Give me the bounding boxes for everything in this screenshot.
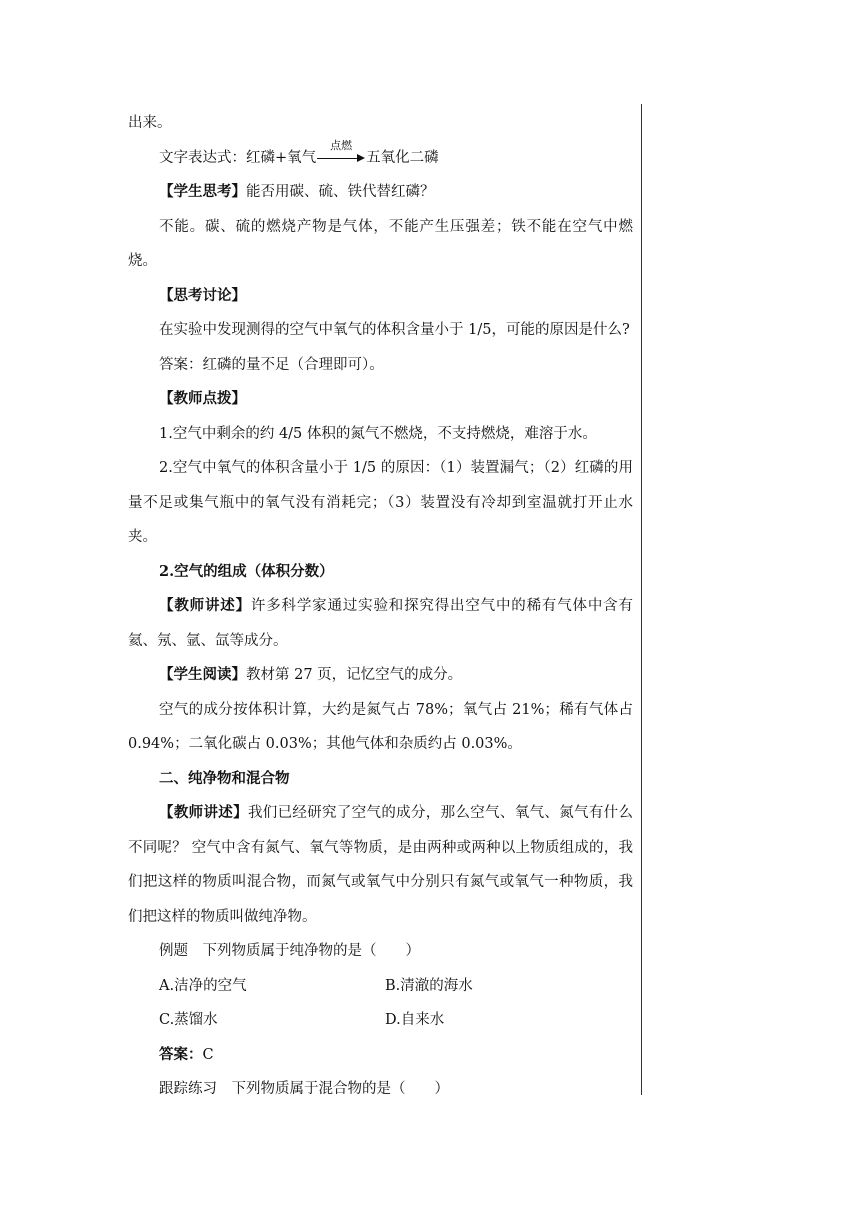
answer-paragraph: 不能。碳、硫的燃烧产物是气体，不能产生压强差；铁不能在空气中燃烧。 — [128, 218, 633, 269]
answer-line — [128, 1038, 633, 1073]
student-think — [128, 175, 633, 210]
teacher-lecture-text: 许多科学家通过实验和探究得出空气中的稀有气体中含有氦、氖、氩、氙等成分。 — [128, 598, 634, 649]
equation-product: 五氧化二磷 — [366, 149, 439, 166]
section-heading-pure-mixture: 二、纯净物和混合物 — [159, 769, 290, 787]
teacher-lecture-label: 【教师讲述】 — [159, 597, 251, 614]
option-d: D.自来水 — [385, 1012, 445, 1028]
option-b: B.清澈的海水 — [385, 977, 473, 994]
option-c: C.蒸馏水 — [159, 1012, 218, 1028]
example-question: 例题 下列物质属于纯净物的是（ ） — [159, 943, 420, 959]
option-a: A.洁净的空气 — [159, 977, 247, 994]
table-border-line — [641, 104, 642, 1095]
student-read — [128, 658, 633, 693]
discussion-heading: 【思考讨论】 — [159, 286, 246, 304]
teacher-lecture-label: 【教师讲述】 — [159, 804, 248, 821]
options-row-2 — [128, 1003, 633, 1038]
student-read-label: 【学生阅读】 — [159, 666, 246, 683]
teacher-lecture-text: 我们已经研究了空气的成分，那么空气、氧气、氮气有什么不同呢？ 空气中含有氮气、氧气等物质，是由两种或两种以上物质组成的，我们把这样的物质叫混合物，而氮气或氧气中分别只有氮气或氧气一种物质，我们把这样的物质叫做纯净物。 — [128, 805, 633, 925]
text-line: 出来。 — [128, 115, 172, 131]
teacher-tip-2: 2.空气中氧气的体积含量小于 1/5 的原因：（1）装置漏气；（2）红磷的用量不足或集气瓶中的氧气没有消耗完；（3）装置没有冷却到室温就打开止水夹。 — [128, 460, 633, 545]
teacher-lecture-2 — [128, 796, 633, 934]
document-content — [128, 106, 633, 1107]
reaction-arrow-icon — [317, 138, 365, 165]
reaction-condition: 点燃 — [330, 138, 353, 152]
teacher-lecture-1 — [128, 589, 633, 658]
student-think-label: 【学生思考】 — [159, 183, 246, 200]
practice-question: 跟踪练习 下列物质属于混合物的是（ ） — [159, 1081, 449, 1097]
discussion-answer: 答案：红磷的量不足（合理即可）。 — [159, 356, 384, 373]
answer-value: C — [202, 1046, 214, 1063]
teacher-tip-heading: 【教师点拨】 — [159, 390, 246, 407]
air-composition-paragraph: 空气的成分按体积计算，大约是氮气占 78%；氧气占 21%；稀有气体占 0.94%；二氧化碳占 0.03%；其他气体和杂质约占 0.03%。 — [128, 701, 633, 752]
answer-label: 答案： — [159, 1045, 203, 1063]
student-read-text: 教材第 27 页，记忆空气的成分。 — [246, 667, 463, 683]
discussion-question: 在实验中发现测得的空气中氧气的体积含量小于 1/5，可能的原因是什么? — [159, 322, 630, 338]
student-think-text: 能否用碳、硫、铁代替红磷？ — [246, 184, 435, 200]
word-equation — [128, 138, 633, 176]
teacher-tip-1: 1.空气中剩余的约 4/5 体积的氮气不燃烧，不支持燃烧，难溶于水。 — [159, 425, 597, 442]
section-heading-composition: 2.空气的组成（体积分数） — [159, 562, 334, 580]
options-row-1 — [128, 969, 633, 1004]
equation-reactants: 文字表达式：红磷+氧气 — [159, 149, 317, 166]
